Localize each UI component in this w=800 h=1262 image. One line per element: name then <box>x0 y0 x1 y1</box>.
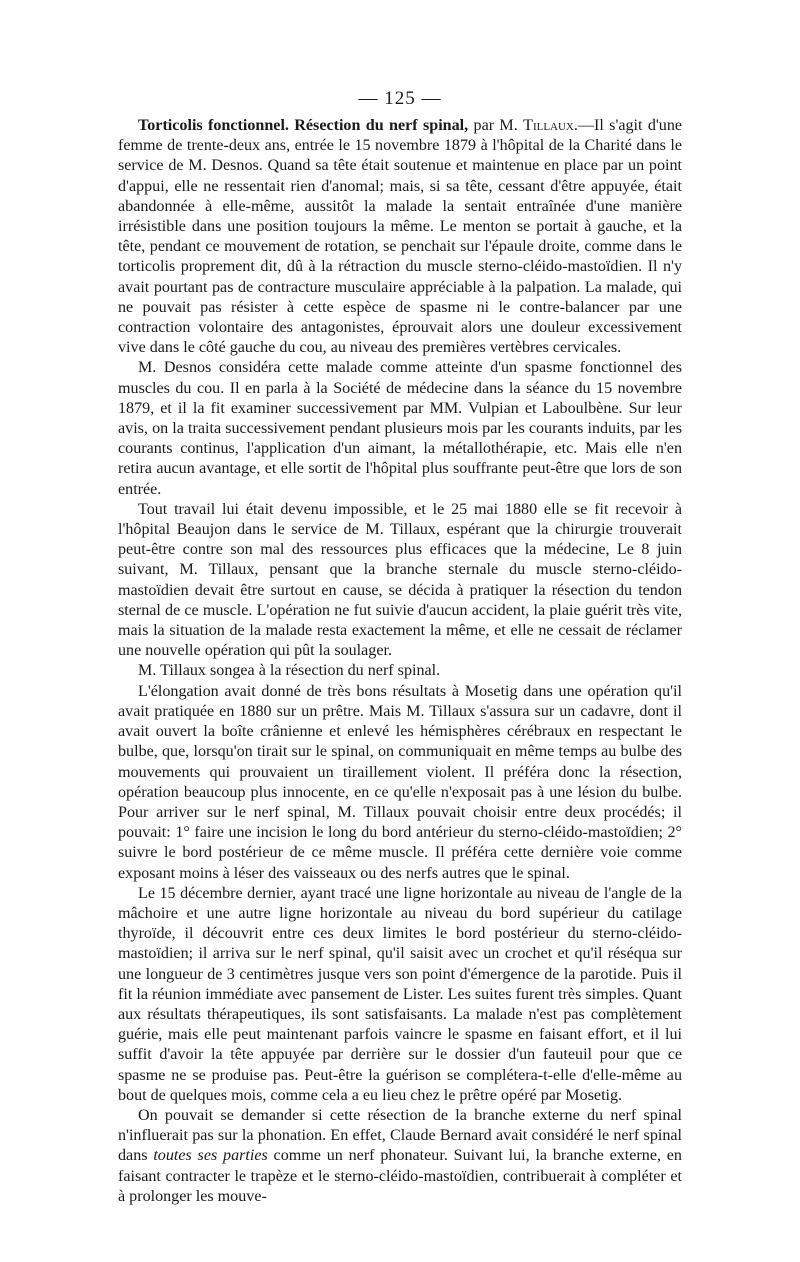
intro-text: —Il s'agit d'une femme de trente-deux ans, entrée le 15 novembre 1879 à l'hôpital de la Charité dans le service de M. Desnos. Quand sa tête était soutenue et maintenue en place par un point d'appui, elle ne ressentait rien d'anomal; mais, si sa tête, cessant d'être appuyée, était abandonnée à elle-même, aussitôt la malade la sentait entraînée d'une manière irrésistible dans une position toujours la même. Le menton se portait à gauche, et la tête, pendant ce mouvement de rotation, se penchait sur l'épaule droite, comme dans le torticolis proprement dit, dû à la rétraction du muscle sterno-cléido-mastoïdien. Il n'y avait pourtant pas de contracture musculaire appréciable à la palpation. La malade, qui ne pouvait pas résister à cette espèce de spasme ni le contre-balancer par une contraction volontaire des antagonistes, éprouvait alors une douleur excessivement vive dans le côté gauche du cou, au niveau des premières vertèbres cervicales. <box>118 117 683 357</box>
page-number: — 125 — <box>358 88 442 109</box>
article-title: Torticolis fonctionnel. Résection du nerf spinal, <box>138 117 469 134</box>
article-intro-paragraph <box>118 116 682 358</box>
italic-phrase: toutes ses parties <box>153 1147 268 1165</box>
author-prefix: par M. <box>468 117 524 134</box>
body-paragraph: M. Tillaux songea à la résection du nerf spinal. <box>138 662 441 680</box>
body-paragraph: Tout travail lui était devenu impossible, et le 25 mai 1880 elle se fit recevoir à l'hôpital Beaujon dans le service de M. Tillaux, espérant que la chirurgie trouverait peut-être contre son mal des ressources plus efficaces que la médecine, Le 8 juin suivant, M. Tillaux, pensant que la branche sternale du muscle sterno-cléido-mastoïdien devait être surtout en cause, se décida à pratiquer la résection du tendon sternal de ce muscle. L'opération ne fut suivie d'aucun accident, la plaie guérit très vite, mais la situation de la malade resta exactement la même, et elle ne cessait de réclamer une nouvelle opération qui pût la soulager. <box>118 500 682 660</box>
body-paragraph: M. Desnos considéra cette malade comme atteinte d'un spasme fonctionnel des muscles du cou. Il en parla à la Société de médecine dans la séance du 15 novembre 1879, et il la fit examiner successivement par MM. Vulpian et Laboulbène. Sur leur avis, on la traita successivement pendant plusieurs mois par les courants induits, par les courants continus, l'application d'un aimant, la métallothérapie, etc. Mais elle n'en retira aucun avantage, et elle sortit de l'hôpital plus souffrante peut-être que lors de son entrée. <box>118 359 682 498</box>
body-paragraph-last <box>118 1106 682 1207</box>
last-paragraph-before: On pouvait se demander si cette résection de la branche externe du nerf spinal n'influerait pas sur la phonation. En effet, Claude Bernard avait considéré le nerf spinal dans <box>118 1106 682 1165</box>
author-name: Tillaux. <box>523 117 578 134</box>
body-paragraph: L'élongation avait donné de très bons résultats à Mosetig dans une opération qu'il avait pratiquée en 1880 sur un prêtre. Mais M. Tillaux s'assura sur un cadavre, dont il avait ouvert la boîte crânienne et enlevé les hémisphères cérébraux en respectant le bulbe, que, lorsqu'on tirait sur le spinal, on communiquait en même temps au bulbe des mouvements qui prouvaient un tiraillement violent. Il préféra donc la résection, opération beaucoup plus innocente, en ce qu'elle n'exposait pas à une lésion du bulbe. Pour arriver sur le nerf spinal, M. Tillaux pouvait choisir entre deux procédés; il pouvait: 1° faire une incision le long du bord antérieur du sterno-cléido-mastoïdien; 2° suivre le bord postérieur de ce même muscle. Il préféra cette dernière voie comme exposant moins à léser des vaisseaux ou des nerfs autres que le spinal. <box>118 682 682 882</box>
last-paragraph-after: comme un nerf phonateur. Suivant lui, la branche externe, en faisant contracter le trapèze et le sterno-cléido-mastoïdien, contribuerait à compléter et à prolonger les mouve- <box>118 1147 682 1205</box>
body-paragraph: Le 15 décembre dernier, ayant tracé une ligne horizontale au niveau de l'angle de la mâchoire et une autre ligne horizontale au niveau du bord supérieur du catilage thyroïde, il découvrit entre ces deux limites le bord postérieur du sterno-cléido-mastoïdien; il arriva sur le nerf spinal, qu'il saisit avec un crochet et qu'il réséqua sur une longueur de 3 centimètres jusque vers son point d'émergence de la parotide. Puis il fit la réunion immédiate avec pansement de Lister. Les suites furent très simples. Quant aux résultats thérapeutiques, ils sont satisfaisants. La malade n'est pas complètement guérie, mais elle peut maintenant parfois vaincre le spasme en faisant effort, et il lui suffit d'avoir la tête appuyée par derrière sur le dossier d'un fauteuil pour que ce spasme ne se produise pas. Peut-être la guérison se complétera-t-elle d'elle-même au bout de quelques mois, comme cela a eu lieu chez le prêtre opéré par Mosetig. <box>118 884 682 1104</box>
